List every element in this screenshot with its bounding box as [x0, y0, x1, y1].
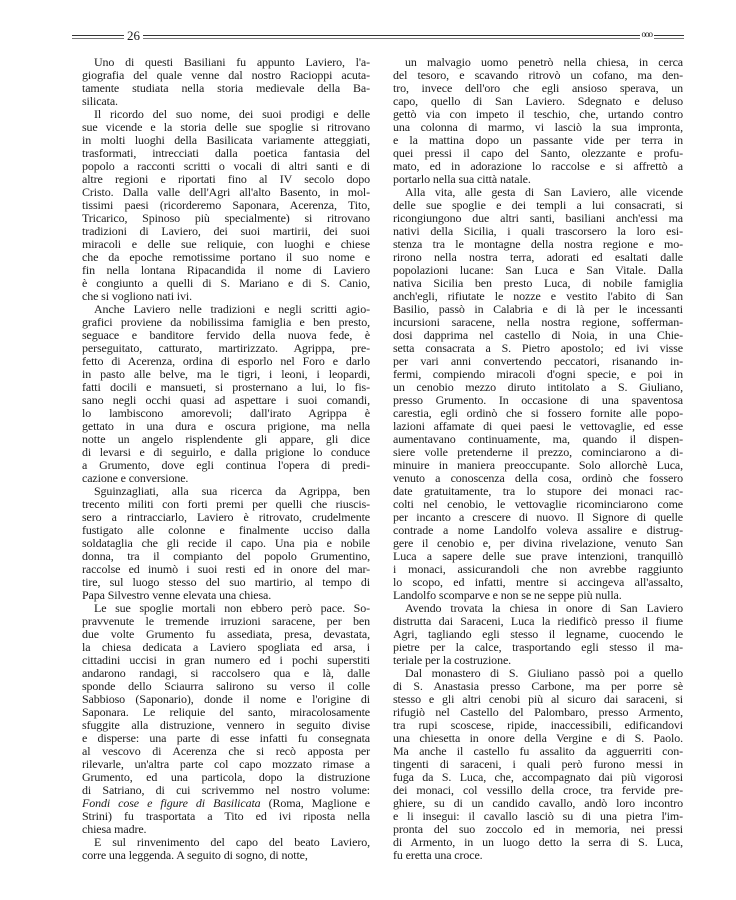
text-line: mato, ed in adorazione lo raccolse e si affrettò a: [393, 159, 683, 173]
text-line: pietre per la calce, trasportando egli stesso il ma-: [393, 640, 683, 654]
text-line: trecento militi con forti premi per quelli che riuscis-: [82, 497, 370, 511]
text-line: donna, tra il compianto del popolo Grumentino,: [82, 549, 370, 563]
text-line: rifugiò nel Castello del Palombaro, presso Armento,: [393, 705, 683, 719]
header-rule-secondary: [72, 38, 684, 39]
text-line: seguace e banditore fervido della nuova fede, è: [82, 328, 370, 342]
text-line: minuire in maniera preoccupante. Solo allorchè Luca,: [393, 458, 683, 472]
text-line: ricongiungono due altri santi, basiliani anch'essi ma: [393, 211, 683, 225]
text-line: che da epoche remotissime portano il suo nome e: [82, 250, 370, 264]
text-line: una chiesetta in onore della Vergine e di S. Paolo.: [393, 731, 683, 745]
text-line: una colonna di marmo, vi lasciò la sua impronta,: [393, 120, 683, 134]
text-line: tradizioni di Laviero, dei suoi martirii, dei suoi: [82, 224, 370, 238]
text-line: trasformati, intrecciati dalla poetica fantasia del: [82, 146, 370, 160]
text-line: ghiere, su di un candido cavallo, andò loro incontro: [393, 796, 683, 810]
text-line: portarlo nella sua città natale.: [393, 172, 531, 186]
text-line: Luca a sapere delle sue prave intenzioni, tranquillò: [393, 549, 683, 563]
text-line: nativa Sicilia ben presto Luca, di nobile famiglia: [393, 276, 683, 290]
text-line: Saponara. Le reliquie del santo, miracolosamente: [82, 705, 370, 719]
text-line: delle sue spoglie e dei templi a lui consacrati, si: [393, 198, 683, 212]
text-line: per incanto a crescere di nuovo. Il Signore di quelle: [393, 510, 683, 524]
text-line: del tesoro, e scavando ritrovò un cofano, ma den-: [393, 68, 683, 82]
paragraph: [82, 485, 370, 602]
text-line: popolo a racconti scritti o vocali di altri santi e di: [82, 159, 370, 173]
paragraph: [82, 108, 370, 303]
text-line: chiesa madre.: [82, 822, 147, 836]
text-line: per vari anni convertendo peccatori, risanando in-: [393, 354, 683, 368]
text-line: incursioni saracene, nella nostra regione, sofferman-: [393, 315, 683, 329]
text-line: stesso e gli altri cenobi più al sicuro dai saraceni, si: [393, 692, 683, 706]
text-line: lo scopo, ed infatti, mentre si accingeva all'assalto,: [393, 575, 683, 589]
paragraph: [393, 667, 683, 862]
page-number: 26: [124, 28, 143, 44]
text-line: grafici proviene da nobilissima famiglia e ben presto,: [82, 315, 370, 329]
text-line: fustigato alle colonne e finalmente ucciso dalla: [82, 523, 370, 537]
text-line: presso Grumento. In occasione di una spaventosa: [393, 393, 683, 407]
text-line: Ma anche il castello fu assalito da agguerriti con-: [393, 744, 683, 758]
text-line: fatti docili e mansueti, si prosternano a lui, lo fis-: [82, 380, 370, 394]
text-line: colti nel cenobio, le vettovaglie ricominciarono come: [393, 497, 683, 511]
text-line: Tricarico, Spinoso più specialmente) si ritrovano: [82, 211, 370, 225]
text-line: cittadini uccisi in gran numero ed i pochi superstiti: [82, 653, 370, 667]
paragraph: [82, 56, 370, 108]
text-line: di Armento, in un luogo detto la serra di S. Luca,: [393, 835, 683, 849]
text-line: tra rupi scoscese, ripide, inaccessibili, edificandovi: [393, 718, 683, 732]
text-line: Strini) fu trasportata a Tito ed ivi riposta nella: [82, 809, 370, 823]
text-line: tro, invece dell'oro che egli ansioso sperava, un: [393, 81, 683, 95]
right-column: [393, 56, 683, 862]
text-line: rirono nella nostra terra, adorati ed esaltati dalle: [393, 250, 683, 264]
text-line: E sul rinvenimento del capo del beato Laviero,: [94, 835, 370, 849]
left-column: [82, 56, 370, 862]
paragraph: [393, 602, 683, 667]
text-line: Papa Silvestro venne elevata una chiesa.: [82, 588, 272, 602]
text-line: gettò via con impeto il teschio, che, urtando contro: [393, 107, 683, 121]
text-line: popolazioni lucane: San Luca e San Vitale. Dalla: [393, 263, 683, 277]
text-line: pronta del suo zoccolo ed in memoria, nei pressi: [393, 822, 683, 836]
paragraph: [82, 602, 370, 836]
text-line: Sabbioso (Saponario), donde il nome e l'origine di: [82, 692, 370, 706]
text-line: di levarsi e di seguirlo, e dalla prigione lo conduce: [82, 445, 370, 459]
text-line: fin nella lontana Ripacandida il nome di Laviero: [82, 263, 370, 277]
text-line: due volte Grumento fu assediata, presa, devastata,: [82, 627, 370, 641]
text-line: al vescovo di Acerenza che si recò apposta per: [82, 744, 370, 758]
text-line: fu eretta una croce.: [393, 848, 483, 862]
text-line: è congiunto a quelli di S. Mariano e di S. Canio,: [82, 276, 370, 290]
text-line: gere il cenobio e, per divina rivelazione, venuto San: [393, 536, 683, 550]
text-line: Agri, tagliando egli stesso il legname, cuocendo le: [393, 627, 683, 641]
paragraph: [82, 836, 370, 862]
text-line: di Satriano, di cui scrivemmo nel nostro volume:: [82, 783, 370, 797]
text-line: in pasto alle belve, ma le tigri, i leoni, i leopardi,: [82, 367, 370, 381]
text-line: Alla vita, alle gesta di San Laviero, alle vicende: [405, 185, 683, 199]
text-line: un malvagio uomo penetrò nella chiesa, in cerca: [405, 55, 683, 69]
text-line: dei monaci, col vessillo della croce, tra fervide pre-: [393, 783, 683, 797]
text-line: e li insegui: il cavallo lasciò su di una pietra l'im-: [393, 809, 683, 823]
text-line: gettato in una dura e oscura prigione, ma nella: [82, 419, 370, 433]
text-line: aumentavano continuamente, ma, quando il dispen-: [393, 432, 683, 446]
text-line: andarono randagi, si raccolsero qua e là, dalle: [82, 666, 370, 680]
text-line: quei pressi il capo del Santo, olezzante e profu-: [393, 146, 683, 160]
text-line: notte un angelo risplendente gli appare, gli dice: [82, 432, 370, 446]
text-line: in molti luoghi della Basilicata variamente atteggiati,: [82, 133, 370, 147]
text-line: distrutta dai Saraceni, Luca la riedificò presso il fiume: [393, 614, 683, 628]
text-line: dosi dapprima nel castello di Noia, in una Chie-: [393, 328, 683, 342]
text-line: a Grumento, dove egli continua l'opera di predi-: [82, 458, 370, 472]
text-line: Le sue spoglie mortali non ebbero però pace. So-: [94, 601, 370, 615]
text-line: soldataglia che gli recide il capo. Una pia e nobile: [82, 536, 370, 550]
text-line: raccolse ed inumò i suoi resti ed in onore del mar-: [82, 562, 370, 576]
text-line: rilevarle, un'altra parte col capo mozzato rimase a: [82, 757, 370, 771]
text-line: sero a rintracciarlo, Laviero è ritrovato, crudelmente: [82, 510, 370, 524]
text-line: altre regioni e riportati fino al IV secolo dopo: [82, 172, 370, 186]
text-line: venuto a conoscenza della cosa, ordinò che fossero: [393, 471, 683, 485]
text-line: sponde dello Sciaurra salirono su verso il colle: [82, 679, 370, 693]
text-line: pravvenute le tremende irruzioni saracene, per ben: [82, 614, 370, 628]
text-line: date gratuitamente, tra lo stupore dei monaci rac-: [393, 484, 683, 498]
text-line: cazione e conversione.: [82, 471, 189, 485]
text-line: Sguinzagliati, alla sua ricerca da Agrippa, ben: [94, 484, 370, 498]
text-line: la chiesa dedicata a Laviero spogliata ed arsa, i: [82, 640, 370, 654]
book-title: Fondi cose e figure di Basilicata: [82, 796, 261, 810]
text-line: perseguitato, catturato, martirizzato. Agrippa, pre-: [82, 341, 370, 355]
paragraph: [393, 56, 683, 186]
text-line: tamente studiata nella storia medievale della Ba-: [82, 81, 370, 95]
text-line: teriale per la costruzione.: [393, 653, 512, 667]
text-line: lazioni affamate di quei paesi le vettovaglie, ed esse: [393, 419, 683, 433]
text-line: stenza tra le montagne della nostra regione e mo-: [393, 237, 683, 251]
text-line: e la mattina dopo un passante vide per terra in: [393, 133, 683, 147]
text-line: sfuggite alla distruzione, vennero in seguito divise: [82, 718, 370, 732]
text-line: Grumento, ed una particola, dopo la distruzione: [82, 770, 370, 784]
text-line: corre una leggenda. A seguito di sogno, di notte,: [82, 848, 308, 862]
text-line: fuga da S. Luca, che, accompagnato dai più vigorosi: [393, 770, 683, 784]
header-ornament: ooo: [641, 29, 652, 39]
text-line: setta consacrata a S. Pietro apostolo; ed ivi visse: [393, 341, 683, 355]
text-line: i monaci, assicurandoli che non avrebbe raggiunto: [393, 562, 683, 576]
text-line: siere volle pretenderne il prezzo, cominciarono a di-: [393, 445, 683, 459]
paragraph: [82, 303, 370, 485]
text-line: tingenti di saraceni, i quali però furono messi in: [393, 757, 683, 771]
header-rule: [72, 35, 684, 36]
text-line: carestia, egli ordinò che si fossero fornite alle popo-: [393, 406, 683, 420]
text-line: fermi, compiendo miracoli d'ogni specie, e poi in: [393, 367, 683, 381]
text-line: Cristo. Dalla valle dell'Agri all'alto Basento, in mol-: [82, 185, 370, 199]
text-line: tire, sul luogo stesso del suo martirio, al tempo di: [82, 575, 370, 589]
text-line: tissimi paesi (ricorderemo Saponara, Acerenza, Tito,: [82, 198, 370, 212]
text-line: fetto di Acerenza, ordina di esporlo nel Foro e darlo: [82, 354, 370, 368]
page-header: [72, 28, 684, 44]
text-line: di S. Anastasia presso Carbone, ma per porre sè: [393, 679, 683, 693]
text-line: contrade a nome Landolfo voleva assalire e distrug-: [393, 523, 683, 537]
text-line: e disperse: una parte di esse infatti fu consegnata: [82, 731, 370, 745]
text-line: Avendo trovata la chiesa in onore di San Laviero: [405, 601, 683, 615]
text-line: Dal monastero di S. Giuliano passò poi a quello: [405, 666, 683, 680]
text-line: che si vogliono nati ivi.: [82, 289, 192, 303]
text-line: giografia del quale venne dal nostro Racioppi acuta-: [82, 68, 370, 82]
text-line: silicata.: [82, 94, 118, 108]
text-line: Anche Laviero nelle tradizioni e negli scritti agio-: [94, 302, 370, 316]
text-line: Landolfo scomparve e non se ne seppe più nulla.: [393, 588, 622, 602]
text-line: nativi della Sicilia, i quali trascorsero la loro esi-: [393, 224, 683, 238]
text-segment: (Roma, Maglione e: [260, 796, 370, 810]
text-line: Basilio, passò in Calabria e di là per le incessanti: [393, 302, 683, 316]
text-line: Il ricordo del suo nome, dei suoi prodigi e delle: [94, 107, 370, 121]
text-line: lo lambiscono amorevoli; dall'irato Agrippa è: [82, 406, 370, 420]
text-line: anch'egli, rifiutate le nozze e vestito l'abito di San: [393, 289, 683, 303]
text-line: capo, quello di San Laviero. Sdegnato e deluso: [393, 94, 683, 108]
text-line: sue vicende e la storia delle sue spoglie si ritrovano: [82, 120, 370, 134]
text-line: sano negli occhi quasi ad aspettare i suoi comandi,: [82, 393, 370, 407]
text-line: un cenobio mezzo diruto intitolato a S. Giuliano,: [393, 380, 683, 394]
text-line: miracoli e delle sue reliquie, con luoghi e chiese: [82, 237, 370, 251]
text-line: Uno di questi Basiliani fu appunto Laviero, l'a-: [94, 55, 370, 69]
paragraph: [393, 186, 683, 602]
